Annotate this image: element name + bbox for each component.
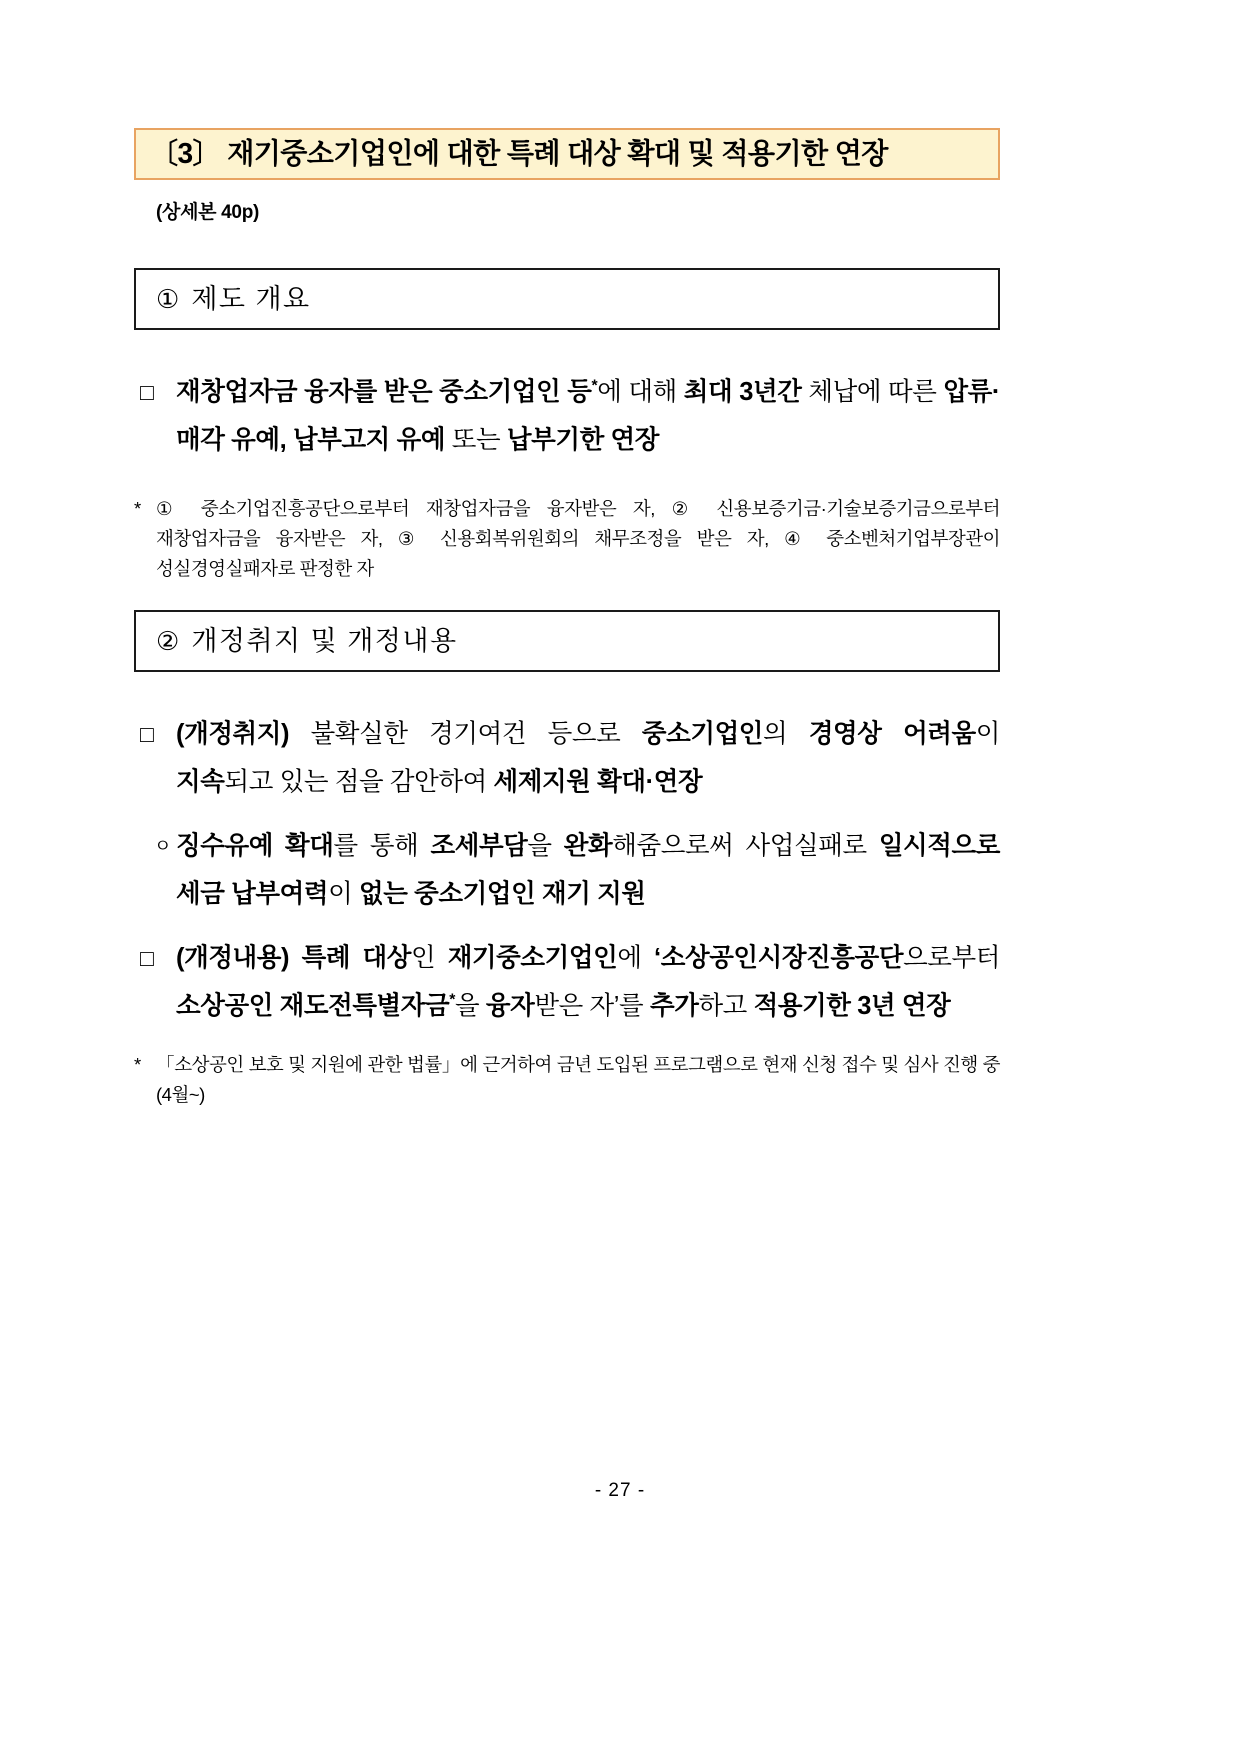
bullet-marker: □ <box>140 945 154 971</box>
section-header-2 <box>134 610 1000 672</box>
bullet-marker: □ <box>140 379 154 405</box>
footnote-marker: * <box>134 498 141 519</box>
bullet-item <box>134 368 1000 464</box>
page-title: 〔3〕 재기중소기업인에 대한 특례 대상 확대 및 적용기한 연장 <box>150 137 888 170</box>
bullet-item <box>134 710 1000 806</box>
footnote-text: ① 중소기업진흥공단으로부터 재창업자금을 융자받은 자, ② 신용보증기금·기술보증기금으로부터 재창업자금을 융자받은 자, ③ 신용회복위원회의 채무조정을 받은 자, ④ 중소벤처기업부장관이 성실경영실패자로 판정한 자 <box>156 498 1000 579</box>
section-header-1 <box>134 268 1000 330</box>
bullet-item <box>134 934 1000 1030</box>
footnote-text: 「소상공인 보호 및 지원에 관한 법률」에 근거하여 금년 도입된 프로그램으로 현재 신청 접수 및 심사 진행 중(4월~) <box>156 1054 1000 1105</box>
section-number-1: ① <box>156 284 180 314</box>
bullet-item <box>134 822 1000 918</box>
bullet-text: (개정내용) 특례 대상인 재기중소기업인에 ‘소상공인시장진흥공단으로부터 소상공인 재도전특별자금*을 융자받은 자’를 추가하고 적용기한 3년 연장 <box>176 944 1000 1020</box>
section-label-2: 개정취지 및 개정내용 <box>191 625 458 656</box>
subtitle-reference: (상세본 40p) <box>156 202 260 223</box>
title-banner <box>134 128 1000 180</box>
bullet-text: (개정취지) 불확실한 경기여건 등으로 중소기업인의 경영상 어려움이 지속되고 있는 점을 감안하여 세제지원 확대·연장 <box>176 720 1001 796</box>
bullet-marker: □ <box>140 721 154 747</box>
footnote-item <box>134 1050 1000 1110</box>
bullet-text: 재창업자금 융자를 받은 중소기업인 등*에 대해 최대 3년간 체납에 따른 압류·매각 유예, 납부고지 유예 또는 납부기한 연장 <box>176 377 1000 454</box>
footnote-marker: * <box>134 1054 141 1075</box>
bullet-marker: ㅇ <box>154 836 172 856</box>
bullet-text: 징수유예 확대를 통해 조세부담을 완화해줌으로써 사업실패로 일시적으로 세금 납부여력이 없는 중소기업인 재기 지원 <box>176 832 1000 908</box>
page-number: - 27 - <box>594 1480 646 1501</box>
section-number-2: ② <box>156 626 180 656</box>
page-content <box>134 0 1000 1110</box>
footnote-item <box>134 494 1000 584</box>
section-label-1: 제도 개요 <box>191 283 311 314</box>
